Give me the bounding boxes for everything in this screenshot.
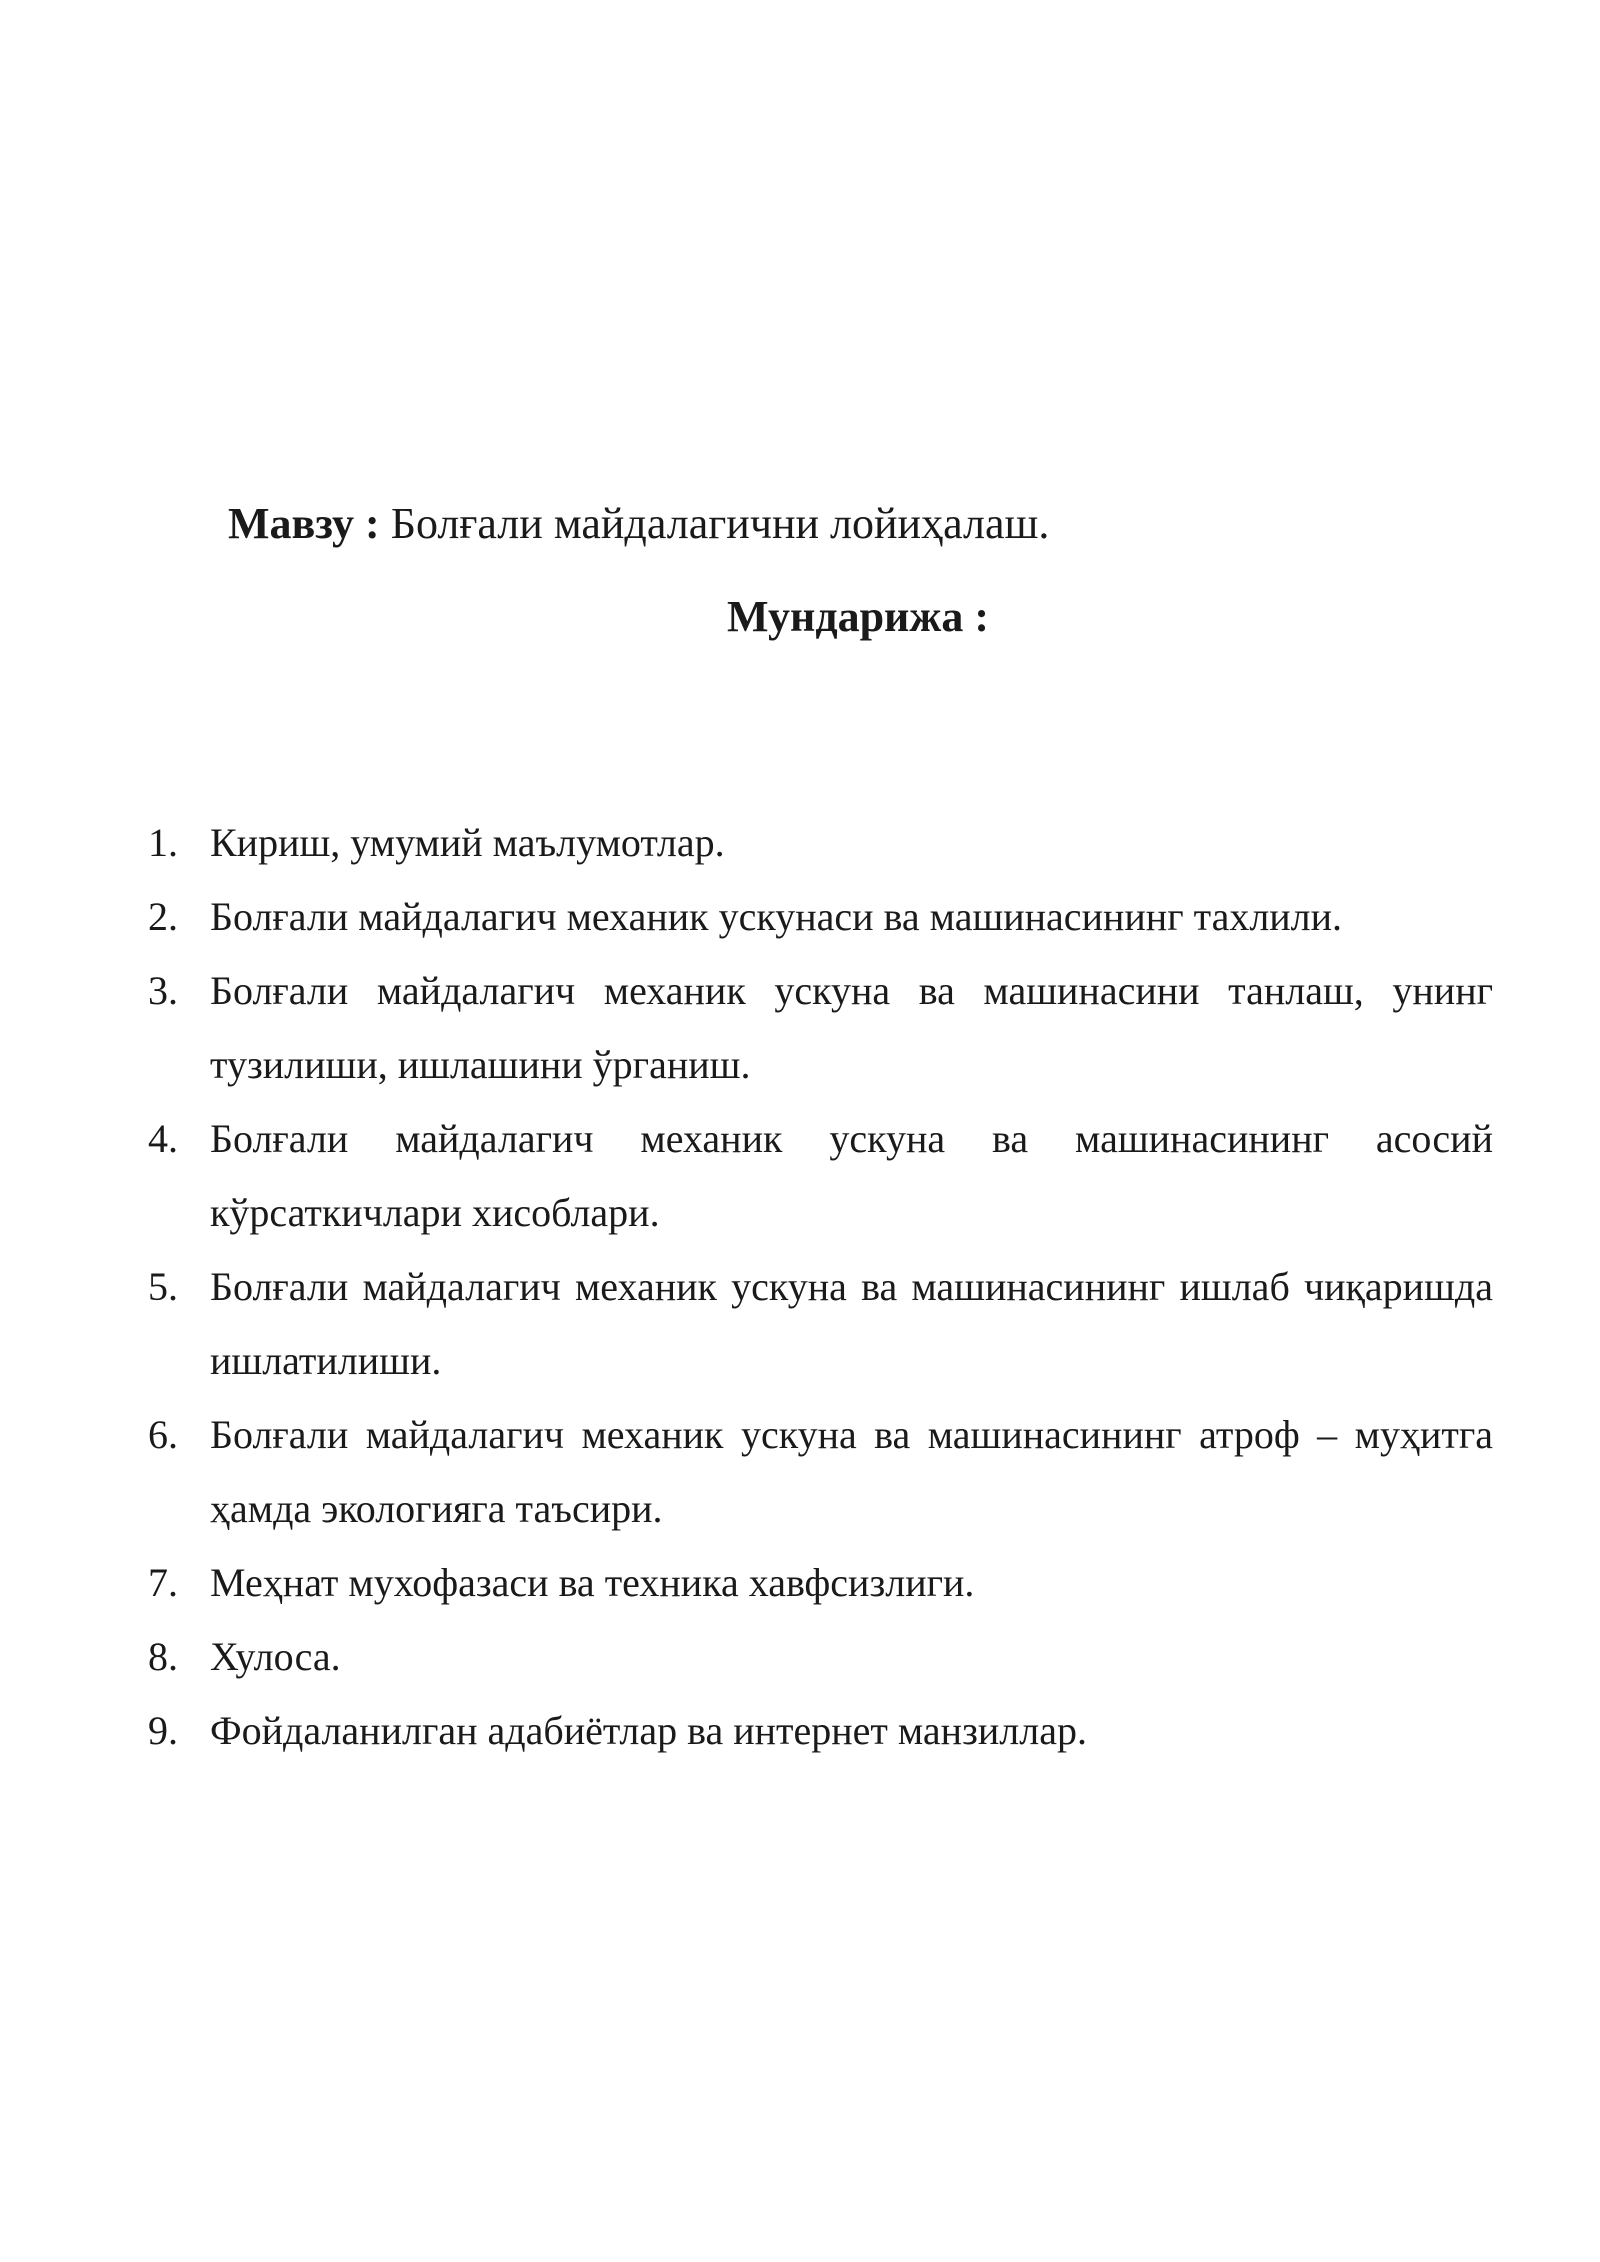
toc-item-text: Хулоса. bbox=[210, 1634, 341, 1679]
toc-item-number: 1. bbox=[148, 820, 178, 865]
toc-item-text: Болғали майдалагич механик ускуна ва машинасини танлаш, унинг тузилиши, ишлашини ўрганиш. bbox=[210, 968, 1493, 1087]
toc-item bbox=[148, 1398, 1493, 1546]
toc-item-number: 5. bbox=[148, 1264, 178, 1309]
toc-item bbox=[148, 954, 1493, 1102]
toc-item-number: 7. bbox=[148, 1560, 178, 1605]
toc-item-number: 2. bbox=[148, 894, 178, 939]
toc-item bbox=[148, 806, 1493, 880]
toc-item bbox=[148, 1694, 1493, 1768]
toc-item-text: Меҳнат мухофазаси ва техника хавфсизлиги. bbox=[210, 1560, 975, 1605]
topic-text: Болғали майдалагични лойиҳалаш. bbox=[379, 499, 1050, 548]
toc-item bbox=[148, 1250, 1493, 1398]
toc-item-number: 9. bbox=[148, 1708, 178, 1753]
toc-item-text: Болғали майдалагич механик ускунаси ва машинасининг тахлили. bbox=[210, 894, 1343, 939]
toc-item-number: 4. bbox=[148, 1116, 178, 1161]
toc-item-text: Кириш, умумий маълумотлар. bbox=[210, 820, 725, 865]
toc-item-number: 8. bbox=[148, 1634, 178, 1679]
toc-item-number: 6. bbox=[148, 1412, 178, 1457]
toc-item-text: Болғали майдалагич механик ускуна ва машинасининг асосий кўрсаткичлари хисоблари. bbox=[210, 1116, 1493, 1235]
toc-item-text: Болғали майдалагич механик ускуна ва машинасининг ишлаб чиқаришда ишлатилиши. bbox=[210, 1264, 1493, 1383]
table-of-contents bbox=[148, 806, 1493, 1768]
toc-item bbox=[148, 1546, 1493, 1620]
toc-item bbox=[148, 1620, 1493, 1694]
toc-item bbox=[148, 1102, 1493, 1250]
contents-heading: Мундарижа : bbox=[727, 592, 989, 641]
toc-item-text: Фойдаланилган адабиётлар ва интернет манзиллар. bbox=[210, 1708, 1087, 1753]
toc-item-text: Болғали майдалагич механик ускуна ва машинасининг атроф – муҳитга ҳамда экологияга таъсири. bbox=[210, 1412, 1493, 1531]
toc-item bbox=[148, 880, 1493, 954]
toc-item-number: 3. bbox=[148, 968, 178, 1013]
topic-label: Мавзу : bbox=[228, 499, 380, 548]
